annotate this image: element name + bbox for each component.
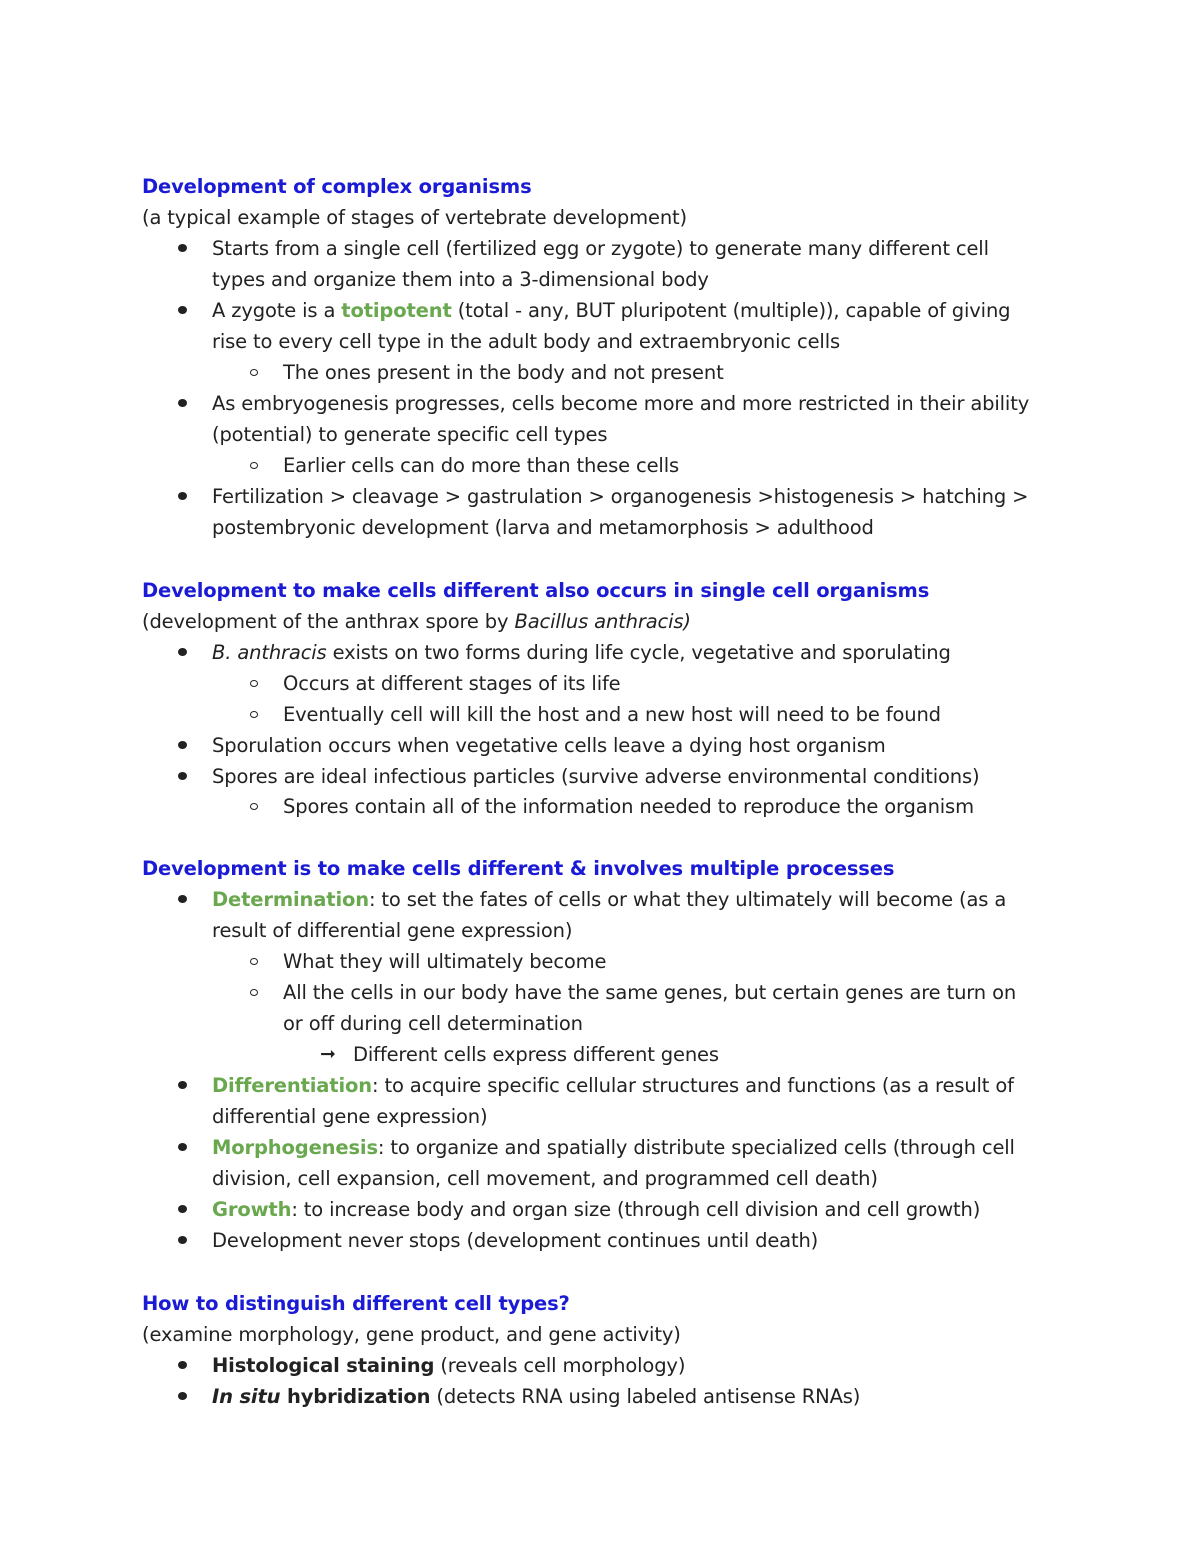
term-totipotent: totipotent <box>341 299 452 322</box>
bullet-icon <box>178 1381 188 1412</box>
sub-bullet-icon <box>250 946 260 977</box>
section-heading-cell-types: How to distinguish different cell types? <box>142 1292 570 1315</box>
list-item-line: Sporulation occurs when vegetative cells leave a dying host organism <box>212 734 886 757</box>
list-item-line: result of differential gene expression) <box>212 919 573 942</box>
list-item-line <box>212 1070 1014 1101</box>
bullet-icon <box>178 761 188 792</box>
text-span: (reveals cell morphology) <box>434 1354 686 1377</box>
list-item-line: As embryogenesis progresses, cells become more and more restricted in their ability <box>212 392 1030 415</box>
bullet-icon <box>178 637 188 668</box>
section-subtitle: (a typical example of stages of vertebrate development) <box>142 206 688 229</box>
list-item-line: differential gene expression) <box>212 1105 488 1128</box>
sub-bullet-icon <box>250 977 260 1008</box>
term-differentiation: Differentiation <box>212 1074 372 1097</box>
text-span: (total - any, BUT pluripotent (multiple)), capable of giving <box>451 299 1011 322</box>
term-in-situ: In situ <box>212 1385 281 1408</box>
bullet-icon <box>178 884 188 915</box>
text-span: : to set the fates of cells or what they ultimately will become (as a <box>368 888 1007 911</box>
bullet-icon <box>178 295 188 326</box>
section-subtitle <box>142 606 691 637</box>
text-span: : to increase body and organ size (through cell division and cell growth) <box>291 1198 981 1221</box>
list-item-line: types and organize them into a 3-dimensional body <box>212 268 709 291</box>
italic-span: Bacillus anthracis) <box>514 610 691 633</box>
list-item-line <box>212 1350 685 1381</box>
list-item-line: postembryonic development (larva and metamorphosis > adulthood <box>212 516 874 539</box>
sub-bullet-icon <box>250 450 260 481</box>
term-growth: Growth <box>212 1198 292 1221</box>
sub-list-item: Occurs at different stages of its life <box>283 672 621 695</box>
list-item-line: (potential) to generate specific cell types <box>212 423 608 446</box>
list-item-line: Starts from a single cell (fertilized egg or zygote) to generate many different cell <box>212 237 989 260</box>
arrow-right-icon: ➞ <box>320 1043 336 1065</box>
sub-bullet-icon <box>250 668 260 699</box>
section-heading-multiple-processes: Development is to make cells different & involves multiple processes <box>142 857 895 880</box>
text-span: (development of the anthrax spore by <box>142 610 515 633</box>
term-morphogenesis: Morphogenesis <box>212 1136 378 1159</box>
sub-list-item: Earlier cells can do more than these cells <box>283 454 679 477</box>
list-item-line <box>212 295 1010 326</box>
text-span: (detects RNA using labeled antisense RNAs) <box>430 1385 861 1408</box>
bullet-icon <box>178 1132 188 1163</box>
sub-sub-list-item: Different cells express different genes <box>353 1043 719 1066</box>
sub-bullet-icon <box>250 357 260 388</box>
bullet-icon <box>178 1194 188 1225</box>
list-item-line <box>212 637 951 668</box>
sub-list-item: Spores contain all of the information needed to reproduce the organism <box>283 795 974 818</box>
list-item-line: division, cell expansion, cell movement, and programmed cell death) <box>212 1167 878 1190</box>
text-span: exists on two forms during life cycle, vegetative and sporulating <box>326 641 951 664</box>
section-heading-complex-organisms: Development of complex organisms <box>142 175 532 198</box>
bullet-icon <box>178 233 188 264</box>
text-span: : to organize and spatially distribute specialized cells (through cell <box>377 1136 1015 1159</box>
bullet-icon <box>178 1225 188 1256</box>
text-span: A zygote is a <box>212 299 342 322</box>
list-item-line: rise to every cell type in the adult body and extraembryonic cells <box>212 330 840 353</box>
list-item-line: Development never stops (development continues until death) <box>212 1229 819 1252</box>
sub-list-item: All the cells in our body have the same genes, but certain genes are turn on <box>283 981 1017 1004</box>
bullet-icon <box>178 388 188 419</box>
term-hybridization: hybridization <box>280 1385 431 1408</box>
list-item-line <box>212 1381 860 1412</box>
text-span: : to acquire specific cellular structures and functions (as a result of <box>372 1074 1014 1097</box>
term-determination: Determination <box>212 888 369 911</box>
sub-bullet-icon <box>250 791 260 822</box>
list-item-line: Spores are ideal infectious particles (survive adverse environmental conditions) <box>212 765 980 788</box>
sub-list-item: Eventually cell will kill the host and a new host will need to be found <box>283 703 941 726</box>
bullet-icon <box>178 1070 188 1101</box>
sub-list-item: The ones present in the body and not present <box>283 361 724 384</box>
term-histological-staining: Histological staining <box>212 1354 435 1377</box>
sub-bullet-icon <box>250 699 260 730</box>
list-item-line: Fertilization > cleavage > gastrulation > organogenesis >histogenesis > hatching > <box>212 485 1029 508</box>
section-heading-single-cell: Development to make cells different also occurs in single cell organisms <box>142 579 930 602</box>
bullet-icon <box>178 730 188 761</box>
bullet-icon <box>178 481 188 512</box>
list-item-line <box>212 1194 980 1225</box>
bullet-icon <box>178 1350 188 1381</box>
section-subtitle: (examine morphology, gene product, and gene activity) <box>142 1323 681 1346</box>
list-item-line <box>212 884 1006 915</box>
italic-span: B. anthracis <box>212 641 327 664</box>
list-item-line <box>212 1132 1015 1163</box>
sub-list-item: What they will ultimately become <box>283 950 607 973</box>
sub-list-item: or off during cell determination <box>283 1012 583 1035</box>
